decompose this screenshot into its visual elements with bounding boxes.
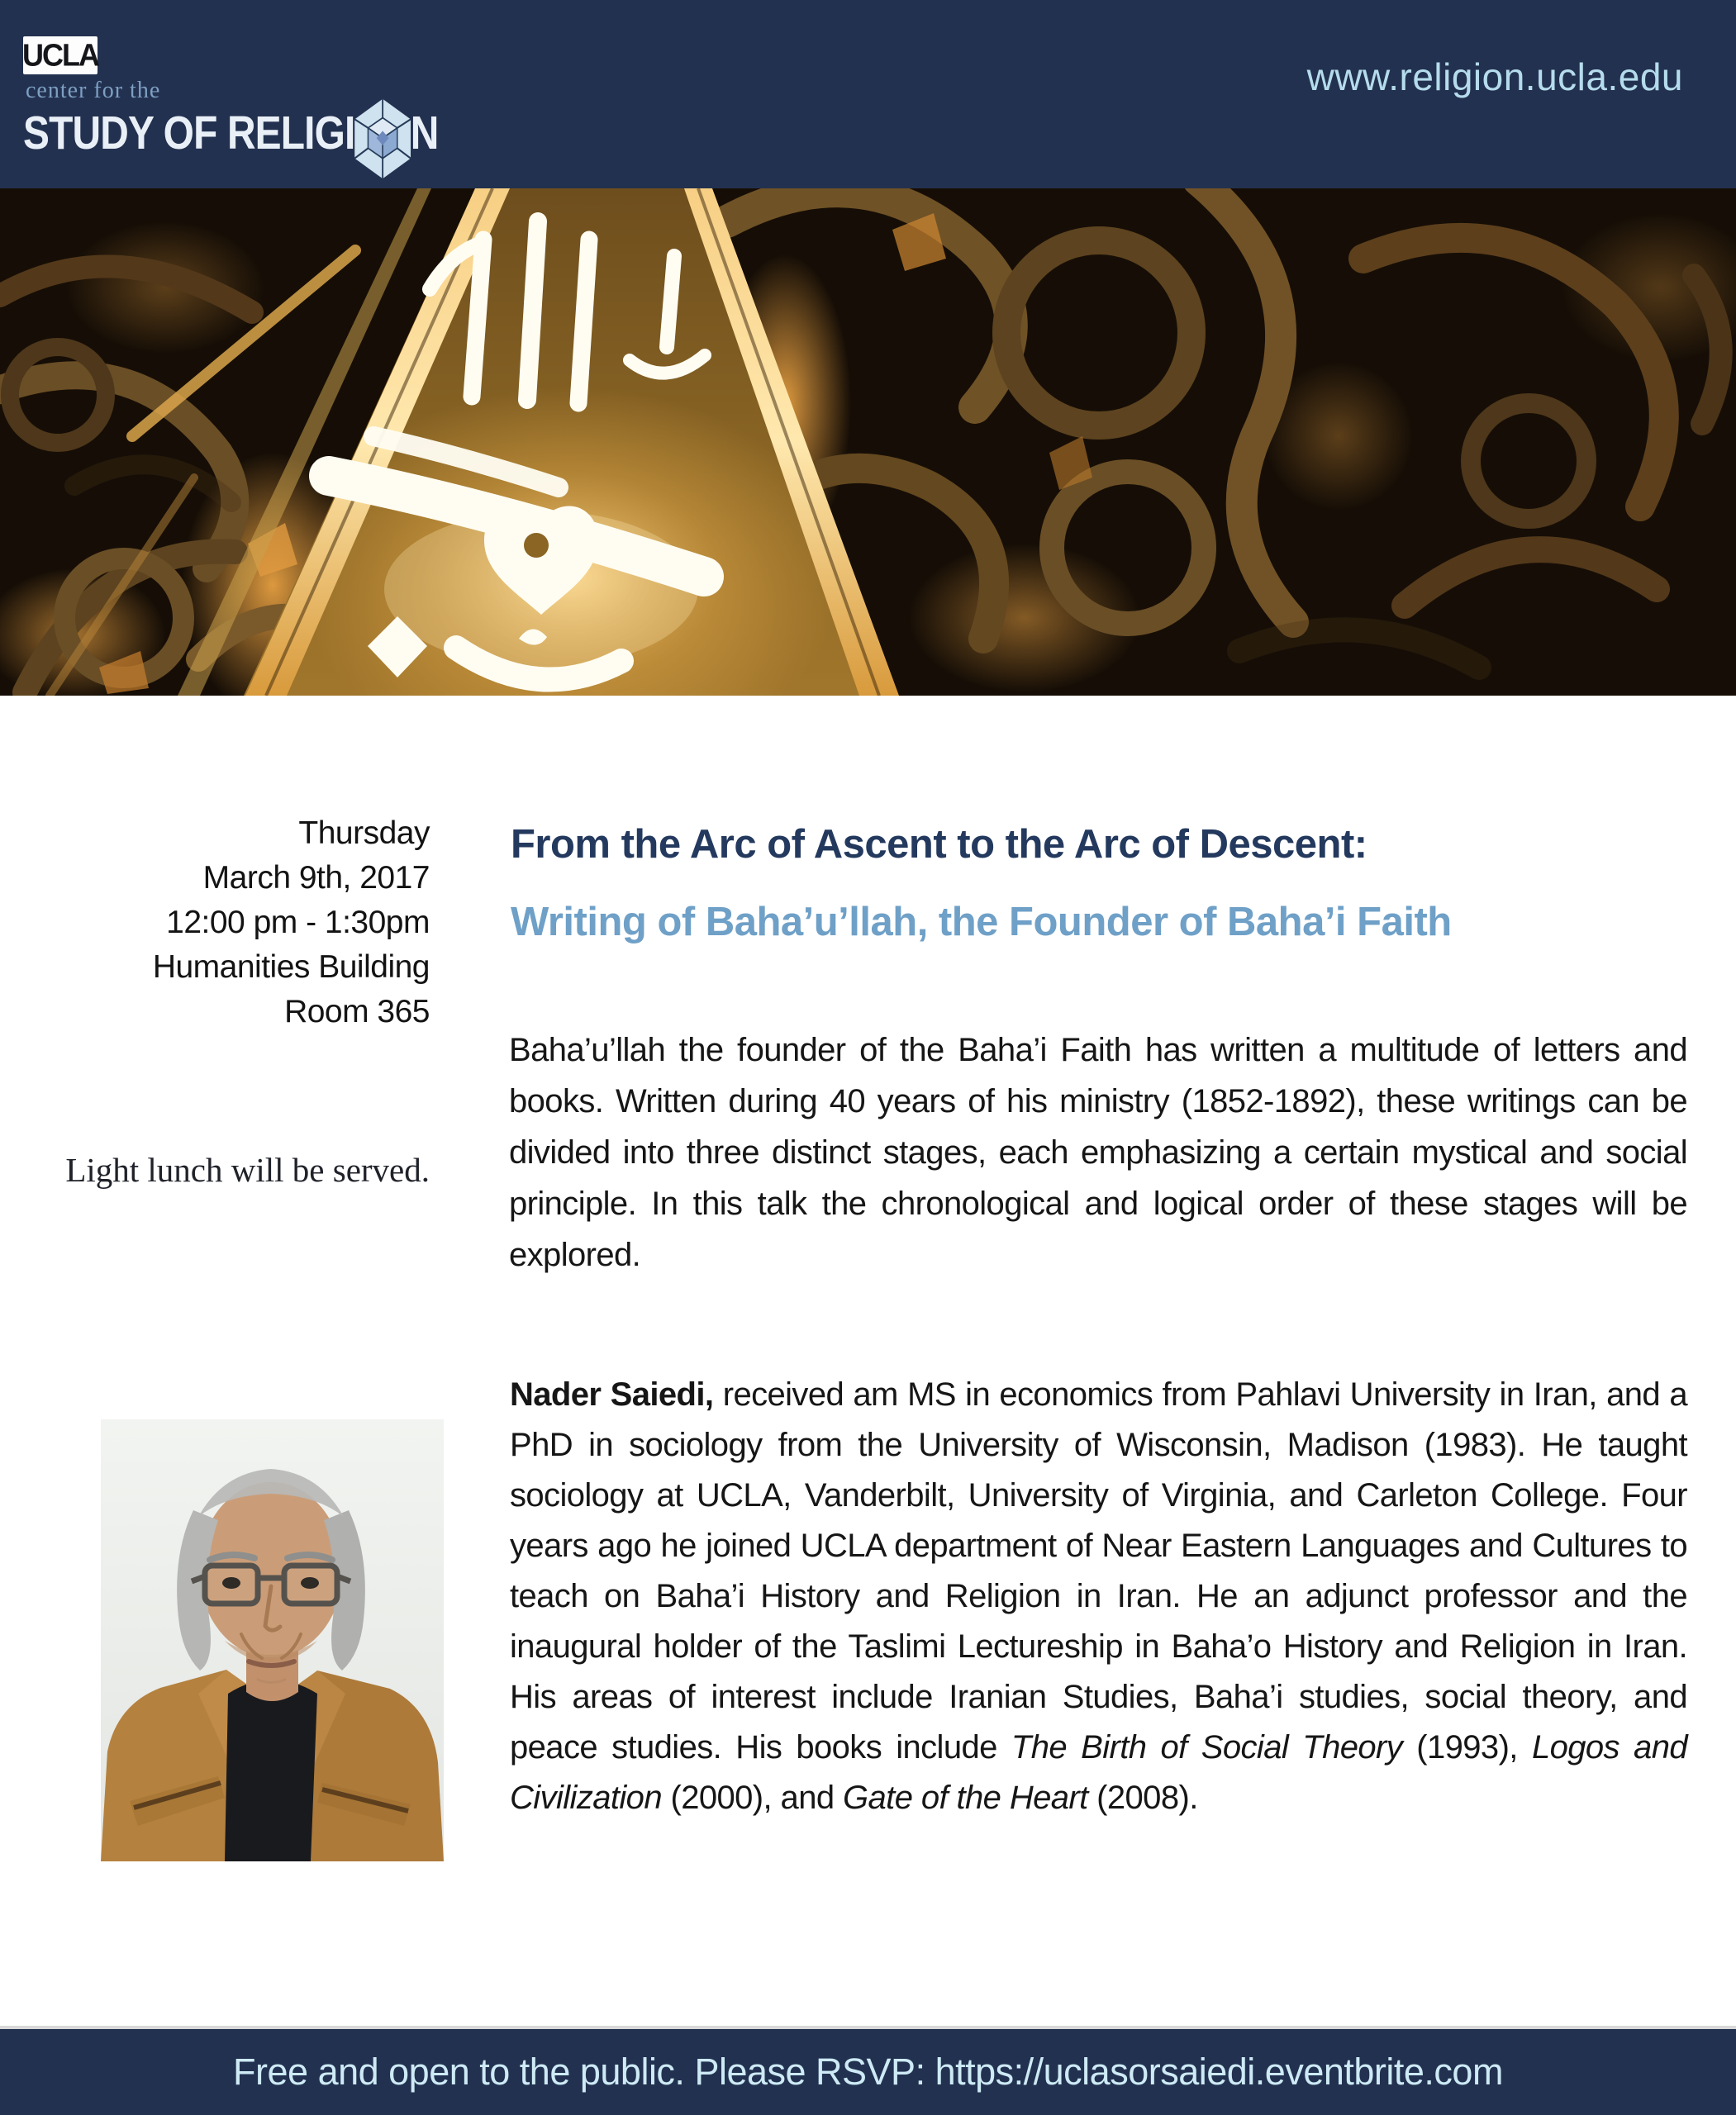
- rsvp-link-text[interactable]: Free and open to the public. Please RSVP: https://uclasorsaiedi.eventbrite.com: [233, 2051, 1503, 2093]
- header-bar: [0, 0, 1736, 188]
- event-day: Thursday: [298, 815, 430, 851]
- wordmark-text-pre: STUDY OF RELIGI: [23, 106, 355, 159]
- talk-title: From the Arc of Ascent to the Arc of Descent:: [511, 822, 1367, 867]
- website-url[interactable]: www.religion.ucla.edu: [1306, 55, 1683, 98]
- study-of-religion-wordmark: [23, 97, 438, 169]
- event-time: 12:00 pm - 1:30pm: [166, 905, 430, 940]
- lunch-note: Light lunch will be served.: [65, 1151, 430, 1189]
- speaker-photo: [101, 1419, 444, 1861]
- wordmark-text-post: N: [410, 106, 439, 159]
- talk-subtitle: Writing of Baha’u’llah, the Founder of Baha’i Faith: [511, 900, 1452, 944]
- speaker-bio: Nader Saiedi, received am MS in economics from Pahlavi University in Iran, and a PhD in sociology from the University of Wisconsin, Madison (1983). He taught sociology at UCLA, Vanderbilt, University of Virginia, and Carleton College. Four years ago he joined UCLA department of Near Eastern Languages and Cultures to teach on Baha’i History and Religion in Iran. He an adjunct professor and the inaugural holder of the Taslimi Lectureship in Baha’o History and Religion in Iran. His areas of interest include Iranian Studies, Baha’i studies, social theory, and peace studies. His books include The Birth of Social Theory (1993), Logos and Civilization (2000), and Gate of the Heart (2008).: [510, 1376, 1687, 1816]
- footer-bar: [0, 2026, 1736, 2115]
- talk-abstract: Baha’u’llah the founder of the Baha’i Faith has written a multitude of letters and books. Written during 40 years of his ministry (1852-1892), these writings can be divided into three distinct stages, each emphasizing a certain mystical and social principle. In this talk the chronological and logical order of these stages will be explored.: [509, 1032, 1687, 1273]
- ucla-logo: [23, 36, 98, 74]
- event-date: March 9th, 2017: [202, 860, 430, 896]
- event-info-block: [153, 811, 430, 1034]
- ucla-logo-text: UCLA: [22, 36, 98, 73]
- calligraphy-dome-illustration: [0, 188, 1736, 696]
- hero-calligraphy-photo: [0, 188, 1736, 696]
- portrait-nader-saiedi: [101, 1419, 444, 1861]
- event-building: Humanities Building: [152, 949, 430, 985]
- gem-hexagon-icon: [352, 97, 413, 180]
- event-room: Room 365: [284, 994, 430, 1029]
- center-for-the-label: center for the: [26, 78, 161, 103]
